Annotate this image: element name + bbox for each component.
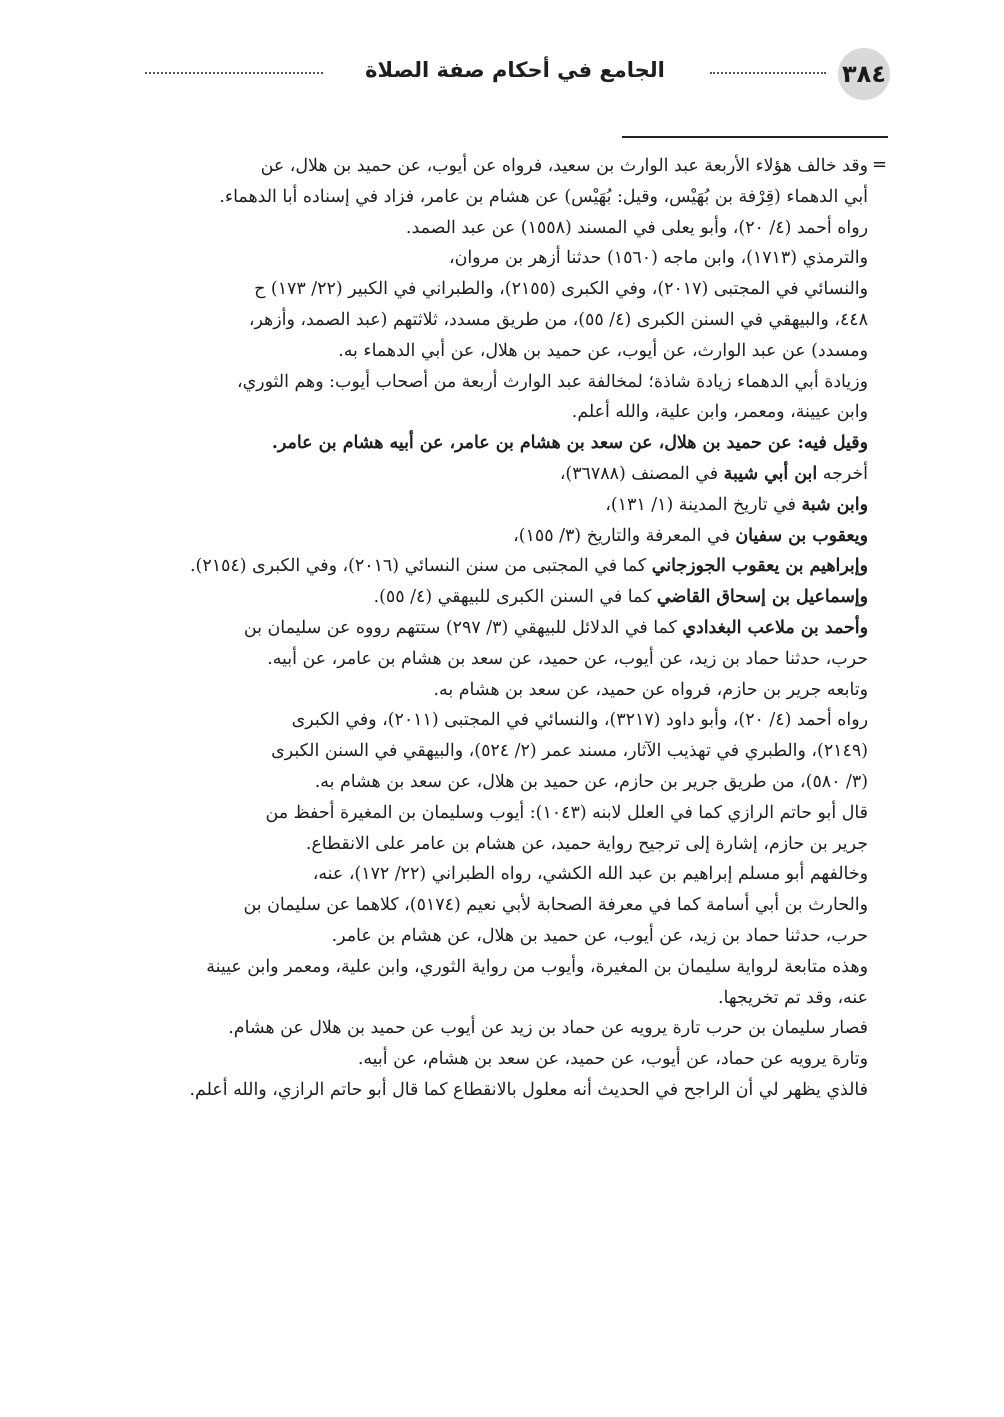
footnote-continuation-marker: =: [872, 154, 888, 175]
text-line: [150, 243, 868, 274]
text-segment: وتابعه جرير بن حازم، فرواه عن حميد، عن سعد بن هشام به.: [433, 679, 868, 700]
text-line: [150, 582, 868, 613]
text-segment: وقد خالف هؤلاء الأربعة عبد الوارث بن سعيد، فرواه عن أيوب، عن حميد بن هلال، عن: [260, 156, 868, 176]
text-segment: رواه أحمد (٤/ ٢٠)، وأبو يعلى في المسند (١٥٥٨) عن عبد الصمد.: [405, 217, 868, 238]
text-line: [150, 213, 868, 244]
text-segment: في المصنف (٣٦٧٨٨)،: [559, 463, 724, 484]
text-segment: حرب، حدثنا حماد بن زيد، عن أيوب، عن حميد، عن سعد بن هشام بن عامر، عن أبيه.: [267, 648, 868, 669]
text-line: [150, 829, 868, 860]
page-number-badge: ٣٨٤: [838, 48, 890, 100]
text-line: [150, 151, 868, 182]
text-segment: قال أبو حاتم الرازي كما في العلل لابنه (١٠٤٣): أيوب وسليمان بن المغيرة أحفظ من: [265, 802, 868, 823]
text-segment: كما في الدلائل للبيهقي (٣/ ٢٩٧) ستتهم رووه عن سليمان بن: [243, 617, 683, 638]
text-line: [150, 767, 868, 798]
bold-source-name: وابن شبة: [801, 494, 868, 515]
text-line: [150, 521, 868, 552]
text-segment: وتارة يرويه عن حماد، عن أيوب، عن حميد، عن سعد بن هشام، عن أبيه.: [357, 1049, 868, 1070]
text-line: [150, 1075, 868, 1106]
text-line: [150, 305, 868, 336]
text-segment: حرب، حدثنا حماد بن زيد، عن أيوب، عن حميد بن هلال، عن هشام بن عامر.: [331, 925, 868, 946]
text-line: [150, 428, 868, 459]
text-segment: جرير بن حازم، إشارة إلى ترجيح رواية حميد، عن هشام بن عامر على الانقطاع.: [305, 833, 868, 854]
text-segment: ٤٤٨، والبيهقي في السنن الكبرى (٤/ ٥٥)، من طريق مسدد، ثلاثتهم (عبد الصمد، وأزهر،: [248, 309, 868, 330]
footnote-separator-rule: [622, 136, 888, 138]
header-dotted-leader-left: [145, 58, 323, 74]
text-line: [150, 675, 868, 706]
text-segment: كما في المجتبى من سنن النسائي (٢٠١٦)، وفي الكبرى (٢١٥٤).: [190, 556, 652, 577]
bold-source-name: ويعقوب بن سفيان: [735, 525, 868, 546]
text-line: [150, 921, 868, 952]
running-title: الجامع في أحكام صفة الصلاة: [365, 58, 665, 82]
text-line: [150, 490, 868, 521]
text-line: [150, 459, 868, 490]
text-line: [150, 705, 868, 736]
text-segment: في تاريخ المدينة (١/ ١٣١)،: [605, 494, 802, 515]
text-segment: وزيادة أبي الدهماء زيادة شاذة؛ لمخالفة عبد الوارث أربعة من أصحاب أيوب: وهم الثوري،: [236, 371, 868, 392]
text-line: [150, 397, 868, 428]
text-segment: فالذي يظهر لي أن الراجح في الحديث أنه معلول بالانقطاع كما قال أبو حاتم الرازي، والله أعلم.: [189, 1079, 868, 1100]
text-segment: والحارث بن أبي أسامة كما في معرفة الصحابة لأبي نعيم (٥١٧٤)، كلاهما عن سليمان بن: [243, 895, 868, 916]
text-line: [150, 1013, 868, 1044]
text-segment: والترمذي (١٧١٣)، وابن ماجه (١٥٦٠) حدثنا أزهر بن مروان،: [448, 248, 868, 269]
text-segment: (٢١٤٩)، والطبري في تهذيب الآثار، مسند عمر (٢/ ٥٢٤)، والبيهقي في السنن الكبرى: [271, 741, 868, 762]
bold-source-name: وإسماعيل بن إسحاق القاضي: [656, 587, 868, 608]
page-header: [145, 48, 890, 100]
text-segment: والنسائي في المجتبى (٢٠١٧)، وفي الكبرى (٢١٥٥)، والطبراني في الكبير (٢٢/ ١٧٣) ح: [254, 279, 868, 300]
bold-source-name: وإبراهيم بن يعقوب الجوزجاني: [651, 556, 868, 577]
text-segment: ومسدد) عن عبد الوارث، عن أيوب، عن حميد بن هلال، عن أبي الدهماء به.: [338, 340, 868, 361]
text-segment: وخالفهم أبو مسلم إبراهيم بن عبد الله الكشي، رواه الطبراني (٢٢/ ١٧٢)، عنه،: [312, 864, 868, 885]
bold-source-name: وأحمد بن ملاعب البغدادي: [682, 617, 868, 638]
text-line: [150, 551, 868, 582]
text-segment: (٣/ ٥٨٠)، من طريق جرير بن حازم، عن حميد بن هلال، عن سعد بن هشام به.: [314, 771, 868, 792]
text-segment: وابن عيينة، ومعمر، وابن علية، والله أعلم.: [571, 402, 868, 423]
text-line: [150, 182, 868, 213]
text-line: [150, 736, 868, 767]
text-line: [150, 367, 868, 398]
footnote-text-body: [150, 151, 868, 1106]
text-segment: في المعرفة والتاريخ (٣/ ١٥٥)،: [513, 525, 736, 546]
header-dotted-leader-right: [710, 58, 826, 74]
text-segment: فصار سليمان بن حرب تارة يرويه عن حماد بن زيد عن أيوب عن حميد بن هلال عن هشام.: [228, 1018, 868, 1039]
text-line: [150, 644, 868, 675]
text-line: [150, 983, 868, 1014]
text-segment: كما في السنن الكبرى للبيهقي (٤/ ٥٥).: [373, 587, 657, 608]
text-segment: وهذه متابعة لرواية سليمان بن المغيرة، وأيوب من رواية الثوري، وابن علية، ومعمر وابن عيينة: [206, 956, 868, 977]
bold-source-name: ابن أبي شيبة: [723, 463, 818, 484]
text-segment: عنه، وقد تم تخريجها.: [718, 987, 868, 1008]
text-line: [150, 859, 868, 890]
text-line: [150, 1044, 868, 1075]
text-segment: أخرجه: [817, 463, 868, 484]
text-segment: رواه أحمد (٤/ ٢٠)، وأبو داود (٣٢١٧)، والنسائي في المجتبى (٢٠١١)، وفي الكبرى: [291, 710, 868, 731]
text-line: [150, 336, 868, 367]
text-segment: أبي الدهماء (قِرْفة بن بُهَيْس، وقيل: بُهَيْس) عن هشام بن عامر، فزاد في إسناده أبا الدهماء.: [219, 186, 868, 207]
text-line: [150, 613, 868, 644]
text-line: [150, 952, 868, 983]
text-line: [150, 798, 868, 829]
text-line: [150, 274, 868, 305]
text-line: [150, 890, 868, 921]
bold-source-name: وقيل فيه: عن حميد بن هلال، عن سعد بن هشام بن عامر، عن أبيه هشام بن عامر.: [271, 433, 868, 454]
